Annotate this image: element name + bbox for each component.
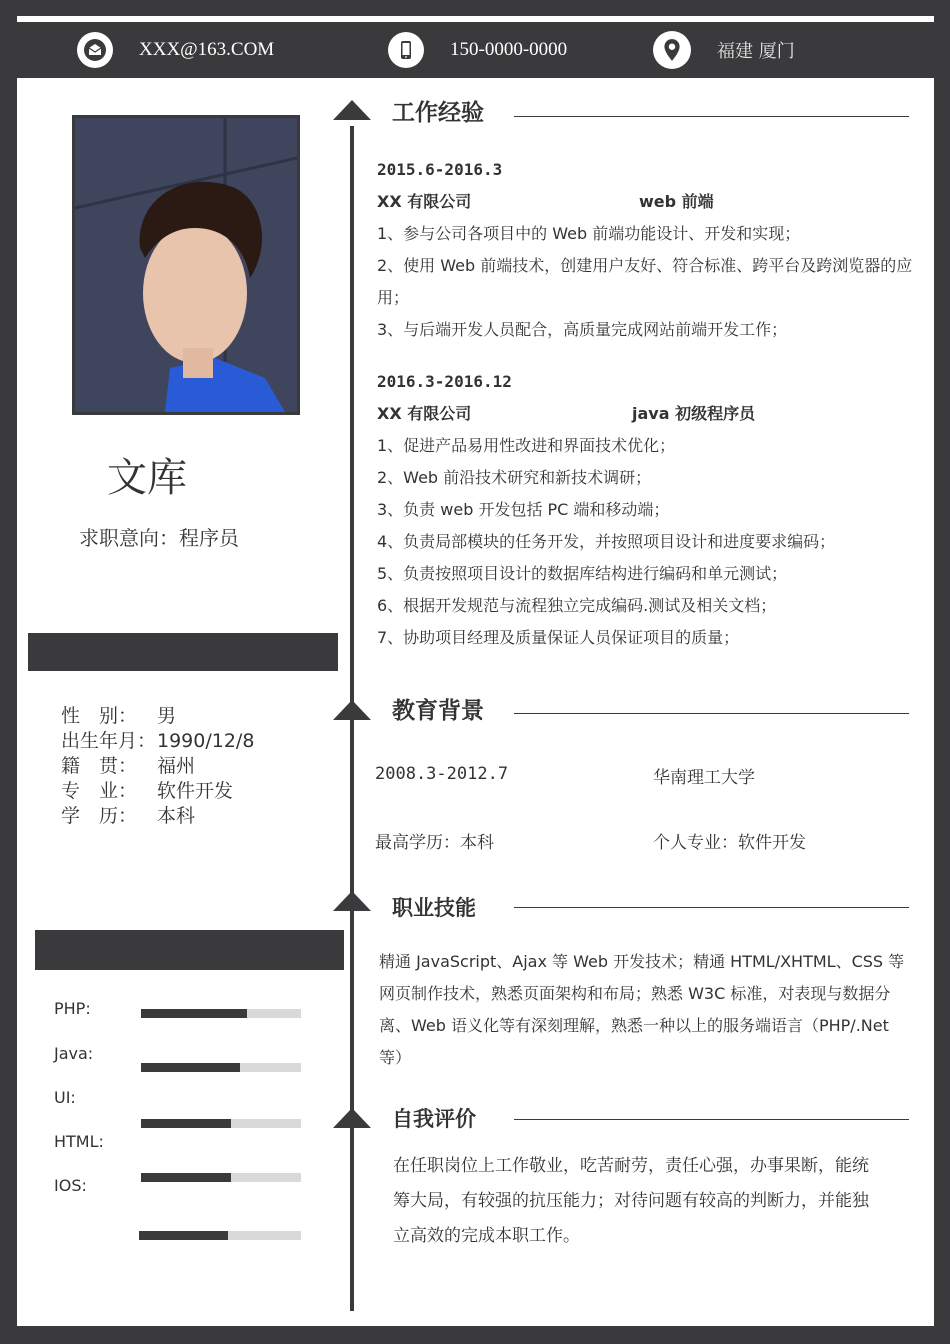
job-item: 1、参与公司各项目中的 Web 前端功能设计、开发和实现； (377, 224, 801, 243)
email-text: XXX@163.COM (139, 39, 275, 60)
personal-info (61, 704, 254, 829)
contact-email (77, 33, 274, 67)
skill-label-php: PHP: (54, 999, 91, 1018)
triangle-marker-icon (333, 700, 371, 720)
section-title-skills: 职业技能 (392, 896, 476, 920)
triangle-marker-icon (333, 1108, 371, 1128)
info-row: 专 业： 软件开发 (61, 780, 234, 802)
job-item: 2、使用 Web 前端技术，创建用户友好、符合标准、跨平台及跨浏览器的应用； (377, 256, 913, 307)
job-item: 7、协助项目经理及质量保证人员保证项目的质量； (377, 628, 740, 647)
job-intent: 求职意向：程序员 (79, 526, 239, 550)
skill-label-ui: UI: (54, 1088, 76, 1107)
phone-text: 150-0000-0000 (450, 39, 568, 60)
skills-description: 精通 JavaScript、Ajax 等 Web 开发技术；精通 HTML/XHTML、CSS 等网页制作技术，熟悉页面架构和布局；熟悉 W3C 标准，对表现与数据分离、Web 语义化等有深刻理解，熟悉一种以上的服务端语言（PHP/.Net 等） (379, 952, 905, 1067)
info-header-bar (28, 633, 338, 671)
job-role: web 前端 (639, 192, 714, 211)
job-item: 5、负责按照项目设计的数据库结构进行编码和单元测试； (377, 564, 788, 583)
info-row: 性 别： 男 (61, 705, 177, 727)
self-evaluation: 在任职岗位上工作敬业，吃苦耐劳，责任心强，办事果断，能统筹大局，有较强的抗压能力；对待问题有较高的判断力，并能独立高效的完成本职工作。 (393, 1156, 869, 1246)
section-divider (514, 1119, 909, 1120)
section-divider (514, 907, 909, 908)
location-text: 福建 厦门 (717, 41, 795, 62)
phone-icon (388, 32, 424, 68)
job-item: 6、根据开发规范与流程独立完成编码.测试及相关文档； (377, 596, 777, 615)
job-item: 1、促进产品易用性改进和界面技术优化； (377, 436, 676, 455)
skill-label-ios: IOS: (54, 1176, 87, 1195)
edu-degree: 最高学历：本科 (375, 833, 494, 853)
job-item: 3、负责 web 开发包括 PC 端和移动端； (377, 500, 670, 519)
section-divider (514, 713, 909, 714)
contact-bar (17, 22, 934, 78)
contact-location (653, 33, 795, 67)
contact-phone (388, 33, 567, 67)
info-row: 学 历： 本科 (61, 805, 196, 827)
job-period: 2016.3-2016.12 (377, 372, 512, 391)
profile-photo (72, 115, 300, 415)
job-item: 3、与后端开发人员配合，高质量完成网站前端开发工作； (377, 320, 788, 339)
skill-label-java: Java: (54, 1044, 94, 1063)
job-role: java 初级程序员 (632, 404, 756, 423)
skill-bar-ios (139, 1231, 301, 1240)
info-row: 出生年月： 1990/12/8 (61, 730, 255, 752)
triangle-marker-icon (333, 891, 371, 911)
triangle-marker-icon (333, 100, 371, 120)
skill-bar-java (141, 1063, 301, 1072)
section-title-work: 工作经验 (392, 100, 484, 126)
edu-period: 2008.3-2012.7 (375, 764, 509, 784)
skills-header-bar (35, 930, 344, 970)
section-title-self: 自我评价 (392, 1107, 476, 1131)
section-title-education: 教育背景 (392, 698, 484, 724)
resume-page (17, 16, 934, 1326)
candidate-name: 文库 (107, 455, 187, 501)
mail-icon (77, 32, 113, 68)
job-entry-2 (377, 366, 917, 654)
edu-major: 个人专业：软件开发 (653, 833, 806, 853)
job-item: 4、负责局部模块的任务开发，并按照项目设计和进度要求编码； (377, 532, 836, 551)
info-row: 籍 贯： 福州 (61, 755, 196, 777)
job-entry-1 (377, 154, 917, 346)
skill-bar-ui (141, 1119, 301, 1128)
location-pin-icon (653, 31, 691, 69)
job-period: 2015.6-2016.3 (377, 160, 503, 179)
job-company: XX 有限公司 (377, 192, 472, 211)
job-item: 2、Web 前沿技术研究和新技术调研； (377, 468, 652, 487)
skill-bar-php (141, 1009, 301, 1018)
section-divider (514, 116, 909, 117)
job-company: XX 有限公司 (377, 404, 472, 423)
skill-bar-html (141, 1173, 301, 1182)
skill-label-html: HTML: (54, 1132, 104, 1151)
edu-school: 华南理工大学 (653, 768, 755, 788)
